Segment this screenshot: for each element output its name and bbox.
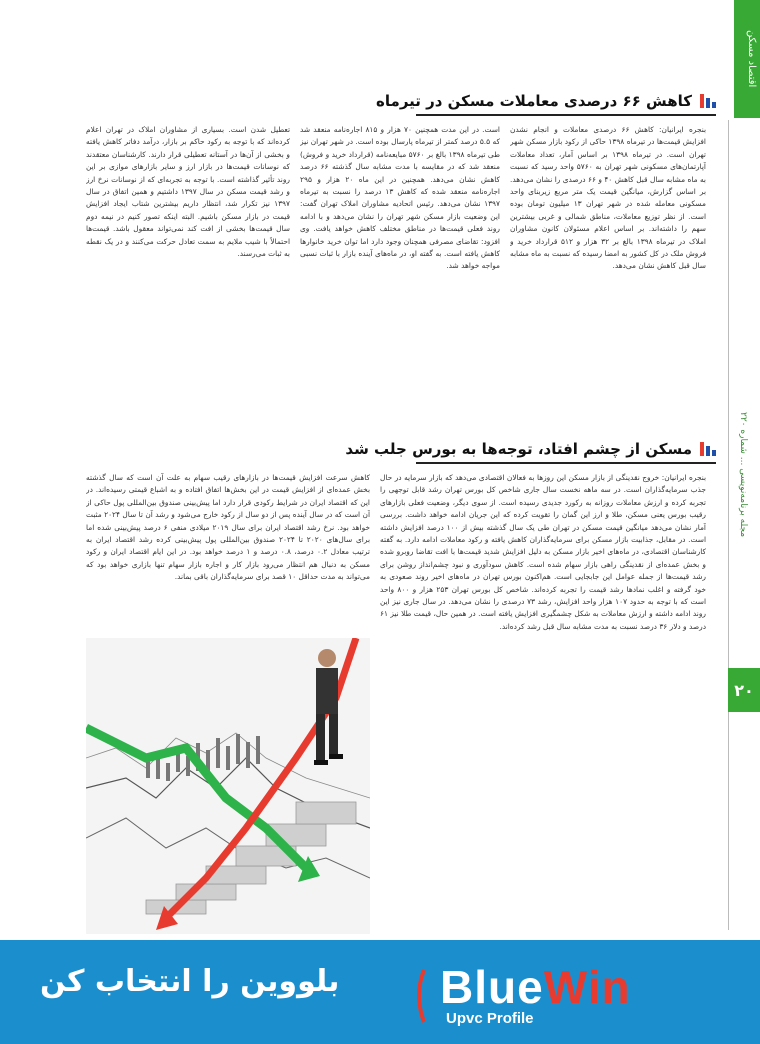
banner-slogan: بلووین را انتخاب کن [40,964,340,999]
headline-rule [416,114,716,116]
article-photo [86,638,370,934]
article2-column-1 [380,472,706,940]
bar-chart-icon [700,94,716,108]
article2-column-2 [86,472,370,632]
section-tab-label: اقتصاد مسکن [746,30,757,88]
article2-text-2: کاهش سرعت افزایش قیمت‌ها در بازارهای رقیب سهام به علت آن است که سال گذشته بخش عمده‌ای از افزایش قیمت در این بخش‌ها اتفاق افتاده و به اشباع قیمتی رسیده‌اند. در این که اقتصاد ایران در شرایط رکودی قرار دارد اما پیش‌بینی صندوق بین‌المللی پول حاکی از آن است که در سال آینده پس از دو سال از رکود خارج می‌شود و رشد آن تا سال ۲۰۲۴ مثبت خواهد بود. نرخ رشد اقتصاد ایران برای سال ۲۰۱۹ میلادی منفی ۶ درصد پیش‌بینی شده اما برای سال‌های ۲۰۲۰ تا ۲۰۲۴ صندوق بین‌المللی پول پیش‌بینی کرده رشد اقتصاد ایران به ترتیب معادل ۰.۲ درصد، ۰.۸ درصد و ۱ درصد خواهد بود. در این ایام اقتصاد ایران و رکود مسکن به دنبال هم انتظار می‌رود بازار کار و اجاره بازار سهام تنها بازاری خواهد بود که می‌تواند به مدت حداقل ۱۰ قصد برای سرمایه‌گذاران باقی بماند. [86,473,370,582]
side-caption: مجله برنامه‌نویسی ... شماره ۲۲۰ [738,412,748,538]
brand-win: Win [543,961,631,1013]
brand-subtitle: Upvc Profile [446,1010,534,1027]
article2-text-1: بنجره ایرانیان: خروج نقدینگی از بازار مسکن این روزها به فعالان اقتصادی می‌دهد که بازار سرمایه در حال جذب سرمایه‌گذاران است. در سه ماهه نخست سال جاری شاخص کل بورس تهران رشد قابل توجهی را تجربه کرده و ارزش معاملات روزانه به رکورد جدیدی رسیده است. از سوی دیگر، وضعیت فعلی بازارهای رقیب بورس یعنی مسکن، طلا و ارز این گمان را تقویت کرده که این جریان ادامه خواهد داشت. بررسی آمار نشان می‌دهد میانگین قیمت مسکن در تهران طی یک سال گذشته بیش از ۱۰۰ درصد افزایش داشته است. در مقابل، جذابیت بازار مسکن برای سرمایه‌گذاران کاهش یافته و رکود معاملات ادامه دارد. به گفته کارشناسان اقتصادی، در ماه‌های اخیر بازار مسکن به دلیل افزایش شدید قیمت‌ها با افت تقاضا روبرو شده و بخش عمده‌ای از نقدینگی راهی بازار سهام شده است. کاهش سودآوری و نبود چشم‌انداز روشن برای رشد قیمت‌ها از جمله عوامل این جابجایی است. هم‌اکنون بورس تهران در ماه‌های اخیر روند صعودی به خود گرفته و اغلب نمادها رشد قیمت را تجربه کرده‌اند. شاخص کل بورس تهران ۲۵۳ هزار و ۸۰۰ واحد است که با توجه به حدود ۱۰۷ هزار واحد افزایش، رشد ۷۳ درصدی را نشان می‌دهد. در سال جاری نیز این روند ادامه داشته و ارزش معاملات به شکل چشمگیری افزایش یافته است. در همین حال، قیمت طلا نیز ۶۱ درصد و دلار ۳۶ درصد نسبت به مدت مشابه سال قبل رشد کرده‌اند. [380,473,706,631]
bar-chart-icon [700,442,716,456]
section-tab [734,0,760,118]
article1-title: کاهش ۶۶ درصدی معاملات مسکن در تیرماه [376,92,692,110]
article2-headline [345,440,716,458]
page-number: ۲۰ [728,668,760,712]
brand-blue: Blue [440,961,544,1013]
article1-column-2 [300,124,500,424]
headline-rule [416,462,716,464]
stairs-chart-illustration [86,638,370,934]
brand-name [440,960,631,1014]
article1-headline [376,92,716,110]
bluewin-logo [410,960,680,1030]
article1-column-3 [86,124,290,424]
side-divider [728,120,729,930]
article1-text-2: است. در این مدت همچنین ۷۰ هزار و ۸۱۵ اجاره‌نامه منعقد شد که ۵.۵ درصد کمتر از تیرماه پارسال بوده است. در شهر تهران نیز طی تیرماه ۱۳۹۸ بالغ بر ۵۷۶۰ مبایعه‌نامه (قرارداد خرید و فروش) منعقد شد که در مقایسه با مدت مشابه سال گذشته ۶۶ درصد کاهش نشان می‌دهد. همچنین در این ماه ۲۰ هزار و ۲۹۵ اجاره‌نامه منعقد شده که کاهش ۱۳ درصد را نسبت به تیرماه ۱۳۹۷ نشان می‌دهد. رئیس اتحادیه مشاوران املاک تهران گفت: این وضعیت بازار مسکن شهر تهران را نشان می‌دهد و با ادامه روند فعلی قیمت‌ها در مناطق مختلف کاهش خواهد یافت. وی افزود: تقاضای مصرفی همچنان وجود دارد اما توان خرید خانوارها کاهش یافته است. به گفته او، در ماه‌های آینده بازار با ثبات نسبی مواجه خواهد شد. [300,125,500,271]
article2-title: مسکن از چشم افتاد، توجه‌ها به بورس جلب شد [345,440,692,458]
article1-text-1: بنجره ایرانیان: کاهش ۶۶ درصدی معاملات و انجام نشدن افزایش قیمت‌ها در تیرماه ۱۳۹۸ حاکی از رکود بازار مسکن شهر تهران است. در تیرماه ۱۳۹۸ بر اساس آمار، تعداد معاملات آپارتمان‌های مسکونی شهر تهران به ۵۷۶۰ واحد رسید که نسبت به ماه مشابه سال قبل کاهش ۴۰ و ۶۶ درصدی را نشان می‌دهد. بر اساس گزارش، میانگین قیمت یک متر مربع زیربنای واحد مسکونی معامله شده در شهر تهران ۱۳ میلیون تومان بوده است. از نظر توزیع معاملات، مناطق شمالی و غربی بیشترین سهم را داشته‌اند. بر اساس اعلام مسئولان کانون مشاوران املاک در تیرماه ۱۳۹۸ بالغ بر ۳۲ هزار و ۵۱۲ قرارداد خرید و فروش ملک در کل کشور به امضا رسیده که نسبت به ماه مشابه سال قبل کاهش نشان می‌دهد. [510,125,706,271]
article1-column-1 [510,124,706,424]
advertisement-banner[interactable] [0,940,760,1044]
article1-text-3: تعطیل شدن است. بسیاری از مشاوران املاک در تهران اعلام کرده‌اند که با توجه به رکود حاکم بر بازار، درآمد دفاتر کاهش یافته و بخشی از آن‌ها در آستانه تعطیلی قرار دارند. کارشناسان معتقدند که نوسانات قیمت‌ها در بازار ارز و سایر بازارهای موازی بر این روند تأثیر گذاشته است. با توجه به تجربه‌ای که از نوسانات نرخ ارز و رشد قیمت مسکن در سال ۱۳۹۷ داشتیم و همین اتفاق در سال ۱۳۹۷ نیز تکرار شد، انتظار داریم بیشترین شتاب ایجاد افزایش قیمت در بازار مسکن باشیم. البته اینکه تصور کنیم در نیمه دوم سال قیمت‌ها بخشی از افت کند نمی‌تواند معقول باشد. قیمت‌ها احتمالاً با شیب ملایم به سمت تعادل حرکت می‌کنند و در یک نقطه به ثبات می‌رسند. [86,125,290,259]
